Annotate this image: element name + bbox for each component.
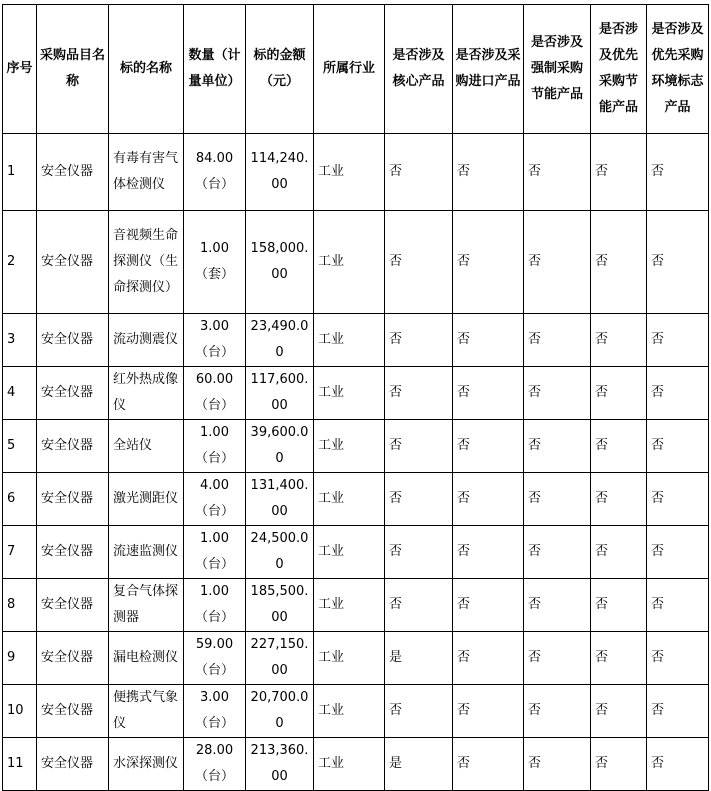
table-row — [3, 738, 709, 791]
cell-item: 流动测震仪 — [109, 314, 184, 367]
cell-priority-env: 否 — [647, 134, 709, 211]
cell-qty: 3.00（台） — [184, 685, 246, 738]
cell-item: 全站仪 — [109, 420, 184, 473]
cell-priority-energy: 否 — [591, 314, 647, 367]
cell-core: 否 — [385, 526, 453, 579]
cell-amount: 117,600.00 — [246, 367, 314, 420]
cell-amount: 20,700.00 — [246, 685, 314, 738]
cell-priority-env: 否 — [647, 367, 709, 420]
cell-category: 安全仪器 — [37, 632, 109, 685]
cell-import: 否 — [453, 211, 524, 314]
cell-priority-energy: 否 — [591, 685, 647, 738]
cell-priority-env: 否 — [647, 473, 709, 526]
cell-priority-energy: 否 — [591, 134, 647, 211]
table-row — [3, 685, 709, 738]
cell-category: 安全仪器 — [37, 579, 109, 632]
cell-priority-energy: 否 — [591, 367, 647, 420]
cell-priority-energy: 否 — [591, 738, 647, 791]
cell-no: 1 — [3, 134, 37, 211]
cell-priority-energy: 否 — [591, 632, 647, 685]
cell-priority-energy: 否 — [591, 526, 647, 579]
table-row — [3, 473, 709, 526]
cell-no: 4 — [3, 367, 37, 420]
cell-no: 11 — [3, 738, 37, 791]
cell-no: 6 — [3, 473, 37, 526]
cell-priority-env: 否 — [647, 632, 709, 685]
table-row — [3, 526, 709, 579]
cell-import: 否 — [453, 632, 524, 685]
cell-core: 否 — [385, 420, 453, 473]
cell-mandatory-energy: 否 — [524, 367, 591, 420]
cell-priority-env: 否 — [647, 685, 709, 738]
cell-mandatory-energy: 否 — [524, 632, 591, 685]
cell-item: 音视频生命探测仪（生命探测仪） — [109, 211, 184, 314]
header-cell-industry: 所属行业 — [314, 5, 385, 134]
cell-mandatory-energy: 否 — [524, 314, 591, 367]
cell-core: 否 — [385, 367, 453, 420]
cell-industry: 工业 — [314, 632, 385, 685]
cell-industry: 工业 — [314, 420, 385, 473]
cell-mandatory-energy: 否 — [524, 685, 591, 738]
cell-mandatory-energy: 否 — [524, 526, 591, 579]
cell-category: 安全仪器 — [37, 314, 109, 367]
cell-amount: 227,150.00 — [246, 632, 314, 685]
cell-priority-energy: 否 — [591, 420, 647, 473]
cell-item: 有毒有害气体检测仪 — [109, 134, 184, 211]
cell-mandatory-energy: 否 — [524, 738, 591, 791]
cell-industry: 工业 — [314, 738, 385, 791]
cell-item: 漏电检测仪 — [109, 632, 184, 685]
table-row — [3, 579, 709, 632]
cell-amount: 213,360.00 — [246, 738, 314, 791]
header-cell-no: 序号 — [3, 5, 37, 134]
cell-core: 否 — [385, 579, 453, 632]
cell-qty: 4.00（台） — [184, 473, 246, 526]
cell-import: 否 — [453, 314, 524, 367]
cell-no: 10 — [3, 685, 37, 738]
cell-item: 便携式气象仪 — [109, 685, 184, 738]
cell-item: 红外热成像仪 — [109, 367, 184, 420]
procurement-table — [2, 4, 709, 791]
table-row — [3, 420, 709, 473]
header-cell-category: 采购品目名称 — [37, 5, 109, 134]
cell-priority-env: 否 — [647, 314, 709, 367]
cell-industry: 工业 — [314, 473, 385, 526]
cell-core: 否 — [385, 211, 453, 314]
cell-category: 安全仪器 — [37, 473, 109, 526]
cell-no: 8 — [3, 579, 37, 632]
cell-priority-env: 否 — [647, 211, 709, 314]
cell-industry: 工业 — [314, 134, 385, 211]
cell-category: 安全仪器 — [37, 211, 109, 314]
cell-priority-env: 否 — [647, 579, 709, 632]
table-row — [3, 211, 709, 314]
cell-qty: 1.00（台） — [184, 420, 246, 473]
cell-industry: 工业 — [314, 211, 385, 314]
cell-no: 5 — [3, 420, 37, 473]
cell-mandatory-energy: 否 — [524, 211, 591, 314]
header-cell-qty: 数量（计量单位） — [184, 5, 246, 134]
cell-import: 否 — [453, 685, 524, 738]
cell-item: 激光测距仪 — [109, 473, 184, 526]
cell-category: 安全仪器 — [37, 738, 109, 791]
header-cell-core: 是否涉及核心产品 — [385, 5, 453, 134]
header-cell-priority-energy: 是否涉及优先采购节能产品 — [591, 5, 647, 134]
cell-priority-env: 否 — [647, 738, 709, 791]
table-row — [3, 632, 709, 685]
cell-core: 是 — [385, 632, 453, 685]
table-row — [3, 134, 709, 211]
cell-core: 是 — [385, 738, 453, 791]
cell-mandatory-energy: 否 — [524, 579, 591, 632]
cell-core: 否 — [385, 134, 453, 211]
cell-amount: 23,490.00 — [246, 314, 314, 367]
cell-priority-energy: 否 — [591, 579, 647, 632]
cell-qty: 84.00（台） — [184, 134, 246, 211]
cell-item: 复合气体探测器 — [109, 579, 184, 632]
cell-import: 否 — [453, 526, 524, 579]
table-row — [3, 367, 709, 420]
cell-mandatory-energy: 否 — [524, 420, 591, 473]
cell-import: 否 — [453, 738, 524, 791]
header-cell-item: 标的名称 — [109, 5, 184, 134]
cell-import: 否 — [453, 367, 524, 420]
cell-priority-env: 否 — [647, 526, 709, 579]
cell-amount: 39,600.00 — [246, 420, 314, 473]
cell-qty: 60.00（台） — [184, 367, 246, 420]
cell-category: 安全仪器 — [37, 685, 109, 738]
cell-item: 水深探测仪 — [109, 738, 184, 791]
cell-category: 安全仪器 — [37, 526, 109, 579]
cell-core: 否 — [385, 473, 453, 526]
cell-category: 安全仪器 — [37, 367, 109, 420]
cell-no: 3 — [3, 314, 37, 367]
cell-priority-energy: 否 — [591, 473, 647, 526]
cell-priority-energy: 否 — [591, 211, 647, 314]
cell-mandatory-energy: 否 — [524, 134, 591, 211]
cell-amount: 24,500.00 — [246, 526, 314, 579]
cell-industry: 工业 — [314, 526, 385, 579]
cell-qty: 3.00（台） — [184, 314, 246, 367]
table-row — [3, 314, 709, 367]
cell-amount: 158,000.00 — [246, 211, 314, 314]
cell-no: 2 — [3, 211, 37, 314]
cell-category: 安全仪器 — [37, 420, 109, 473]
header-cell-amount: 标的金额（元） — [246, 5, 314, 134]
cell-item: 流速监测仪 — [109, 526, 184, 579]
cell-qty: 1.00（套） — [184, 211, 246, 314]
cell-amount: 114,240.00 — [246, 134, 314, 211]
cell-no: 7 — [3, 526, 37, 579]
cell-category: 安全仪器 — [37, 134, 109, 211]
cell-no: 9 — [3, 632, 37, 685]
cell-import: 否 — [453, 473, 524, 526]
cell-qty: 59.00（台） — [184, 632, 246, 685]
cell-qty: 1.00（台） — [184, 526, 246, 579]
cell-core: 否 — [385, 685, 453, 738]
cell-amount: 131,400.00 — [246, 473, 314, 526]
header-cell-import: 是否涉及采购进口产品 — [453, 5, 524, 134]
header-cell-priority-env: 是否涉及优先采购环境标志产品 — [647, 5, 709, 134]
cell-amount: 185,500.00 — [246, 579, 314, 632]
cell-import: 否 — [453, 579, 524, 632]
header-cell-mandatory-energy: 是否涉及强制采购节能产品 — [524, 5, 591, 134]
cell-industry: 工业 — [314, 685, 385, 738]
cell-industry: 工业 — [314, 314, 385, 367]
header-row — [3, 5, 709, 134]
cell-priority-env: 否 — [647, 420, 709, 473]
cell-industry: 工业 — [314, 367, 385, 420]
cell-qty: 1.00（台） — [184, 579, 246, 632]
cell-industry: 工业 — [314, 579, 385, 632]
cell-qty: 28.00（台） — [184, 738, 246, 791]
cell-mandatory-energy: 否 — [524, 473, 591, 526]
cell-core: 否 — [385, 314, 453, 367]
cell-import: 否 — [453, 134, 524, 211]
cell-import: 否 — [453, 420, 524, 473]
